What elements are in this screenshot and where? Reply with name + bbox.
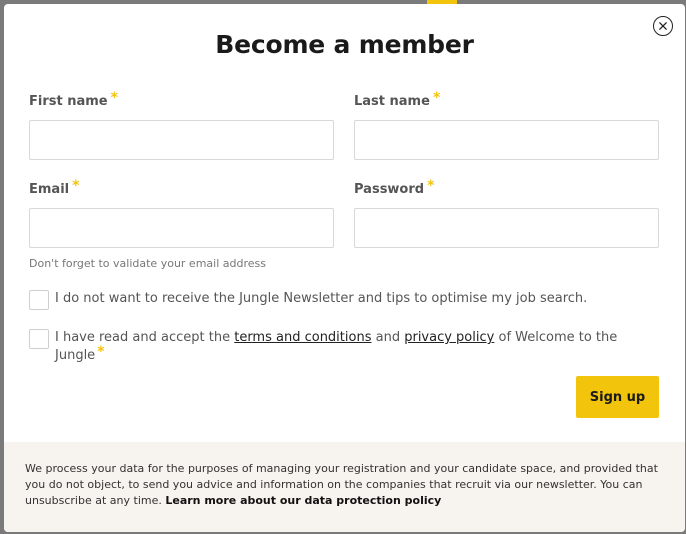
email-validation-hint: Don't forget to validate your email address xyxy=(29,257,266,270)
last-name-input[interactable] xyxy=(354,120,659,160)
first-name-group xyxy=(29,92,334,112)
required-asterisk: * xyxy=(97,344,105,360)
sign-up-button[interactable]: Sign up xyxy=(576,376,659,418)
password-group xyxy=(354,180,659,200)
terms-consent-text: I have read and accept the terms and conditions and privacy policy of Welcome to the Jungle * xyxy=(55,330,618,363)
password-input[interactable] xyxy=(354,208,659,248)
last-name-group xyxy=(354,92,659,112)
required-asterisk: * xyxy=(432,90,441,106)
email-group xyxy=(29,180,334,200)
modal-title: Become a member xyxy=(215,30,474,59)
first-name-input[interactable] xyxy=(29,120,334,160)
newsletter-consent-row xyxy=(29,290,649,310)
privacy-policy-link[interactable]: privacy policy xyxy=(404,330,495,345)
data-protection-link[interactable]: Learn more about our data protection policy xyxy=(165,494,442,507)
terms-checkbox[interactable] xyxy=(29,329,49,349)
required-asterisk: * xyxy=(72,178,80,194)
required-asterisk: * xyxy=(427,178,435,194)
terms-consent-row xyxy=(29,329,649,365)
terms-link[interactable]: terms and conditions xyxy=(234,330,372,345)
privacy-notice-text: We process your data for the purposes of managing your registration and your candidate space, and provided that you do not object, to send you advice and information on the companies that recruit via our newsletter. You can unsubscribe at any time. Learn more about our data protection policy xyxy=(25,462,658,507)
signup-modal xyxy=(4,4,685,532)
newsletter-consent-text: I do not want to receive the Jungle Newsletter and tips to optimise my job search. xyxy=(55,291,588,306)
email-input[interactable] xyxy=(29,208,334,248)
password-label: Password * xyxy=(354,178,435,197)
newsletter-opt-out-checkbox[interactable] xyxy=(29,290,49,310)
last-name-label: Last name * xyxy=(354,90,441,109)
first-name-label: First name * xyxy=(29,90,118,109)
privacy-notice xyxy=(4,442,685,532)
required-asterisk: * xyxy=(110,90,118,106)
close-icon xyxy=(659,22,667,30)
email-label: Email * xyxy=(29,178,80,197)
